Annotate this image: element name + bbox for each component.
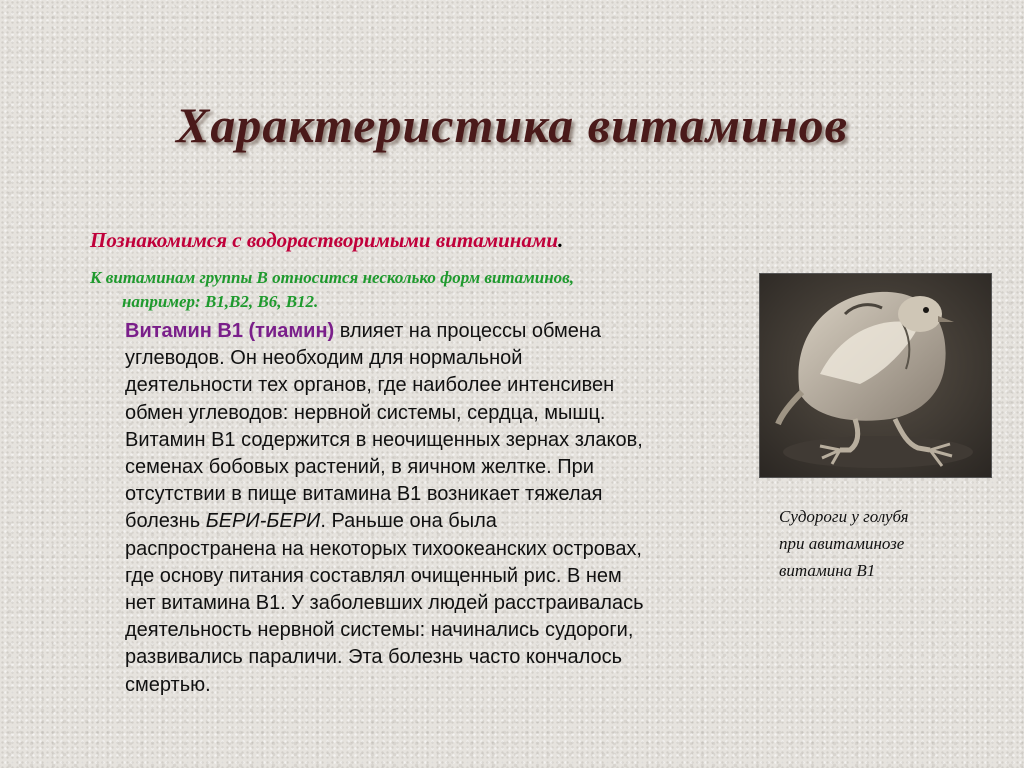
- caption-line-3: витамина В1: [779, 561, 876, 580]
- body-line: семенах бобовых растений, в яичном желтке. При: [125, 456, 594, 479]
- intro-period: .: [558, 228, 564, 252]
- body-line: углеводов. Он необходим для нормальной: [125, 347, 523, 370]
- pigeon-photo: [759, 273, 992, 478]
- group-b-line-2: например: В1,В2, В6, В12.: [122, 292, 319, 311]
- group-b-paragraph: [90, 266, 760, 314]
- intro-heading: [90, 228, 563, 253]
- disease-suffix: . Раньше она была: [320, 510, 497, 533]
- body-line: Витамин В1 содержится в неочищенных зернах злаков,: [125, 428, 643, 451]
- body-line-text: влияет на процессы обмена: [334, 320, 602, 342]
- photo-caption: [779, 503, 999, 584]
- group-b-line-1: К витаминам группы В относится несколько форм витаминов,: [90, 268, 575, 287]
- body-line: [125, 508, 765, 535]
- intro-text: Познакомимся с водорастворимыми витаминами: [90, 228, 559, 252]
- caption-line-1: Судороги у голубя: [779, 507, 909, 526]
- body-line: деятельность нервной системы: начинались судороги,: [125, 619, 634, 642]
- disease-prefix: болезнь: [125, 510, 206, 533]
- body-line: распространена на некоторых тихоокеанских островах,: [125, 537, 642, 560]
- body-line: [125, 318, 765, 345]
- body-line: обмен углеводов: нервной системы, сердца, мышц.: [125, 401, 606, 424]
- body-line: развивались параличи. Эта болезнь часто кончалось: [125, 646, 623, 669]
- body-line: смертью.: [125, 673, 211, 696]
- vitamin-b1-highlight: Витамин В1 (тиамин): [125, 320, 335, 342]
- body-line: нет витамина В1. У заболевших людей расстраивалась: [125, 592, 644, 615]
- caption-line-2: при авитаминозе: [779, 534, 905, 553]
- body-line: отсутствии в пище витамина В1 возникает тяжелая: [125, 483, 603, 506]
- body-line: где основу питания составлял очищенный рис. В нем: [125, 564, 622, 587]
- slide-title: Характеристика витаминов: [176, 97, 848, 153]
- body-line: деятельности тех органов, где наиболее интенсивен: [125, 374, 615, 397]
- vitamin-b1-paragraph: [125, 318, 765, 699]
- disease-name: БЕРИ-БЕРИ: [205, 510, 321, 533]
